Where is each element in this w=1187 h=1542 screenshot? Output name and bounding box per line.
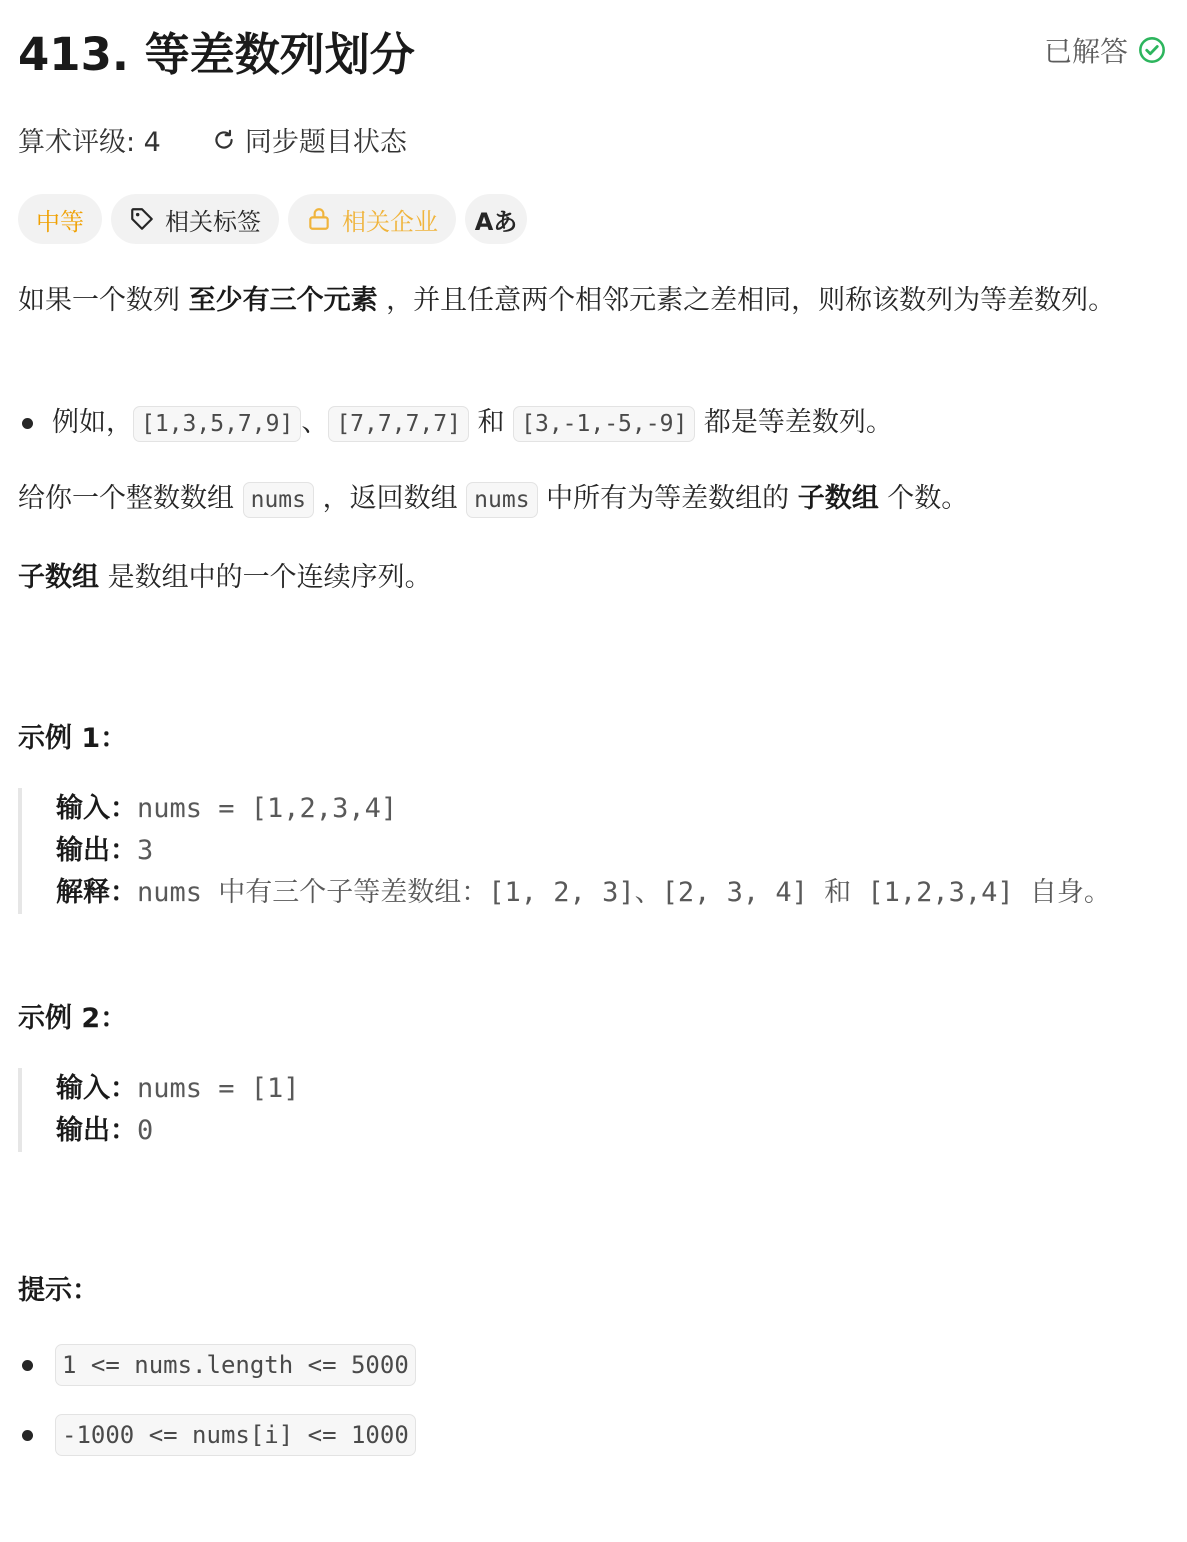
- tag-icon: [129, 206, 155, 232]
- input-value: nums = [1]: [137, 1073, 300, 1104]
- example-input: [56, 1068, 1168, 1110]
- desc-text: 个数。: [878, 483, 969, 514]
- page-title: 413. 等差数列划分: [18, 27, 415, 81]
- example-1-block: [18, 788, 1168, 914]
- example-explanation: [56, 872, 1168, 914]
- related-tags-button[interactable]: [111, 194, 279, 244]
- chip-row: [18, 194, 527, 244]
- example-2-block: [18, 1068, 1168, 1152]
- lock-icon: [306, 206, 332, 232]
- related-tags-label: 相关标签: [165, 207, 261, 236]
- bullet-dot: [22, 1360, 33, 1371]
- example-2-heading: 示例 2：: [18, 1003, 128, 1034]
- sync-label: 同步题目状态: [244, 127, 407, 158]
- description-paragraph-2: [18, 478, 1168, 521]
- output-value: 3: [137, 835, 154, 866]
- example-list: [18, 402, 1168, 445]
- example-1-heading: 示例 1：: [18, 723, 128, 754]
- output-value: 0: [137, 1115, 154, 1146]
- hints-heading: 提示：: [18, 1275, 99, 1306]
- desc-text: 中所有为等差数组的: [537, 483, 798, 514]
- bullet-dot: [22, 418, 33, 429]
- meta-row: [18, 120, 407, 159]
- example-output: [56, 1110, 1168, 1152]
- desc-text: 都是等差数列。: [695, 407, 893, 438]
- translate-icon: Aあ: [474, 207, 518, 236]
- sync-status-button[interactable]: [211, 120, 407, 159]
- difficulty-label: 中等: [36, 207, 84, 236]
- input-label: 输入：: [56, 793, 137, 824]
- desc-bold: 至少有三个元素: [188, 285, 378, 316]
- inline-code: [3,-1,-5,-9]: [513, 406, 695, 442]
- list-item: [18, 402, 1168, 445]
- desc-text: ，返回数组: [313, 483, 467, 514]
- related-companies-button[interactable]: [288, 194, 456, 244]
- refresh-icon: [211, 127, 237, 153]
- desc-text: 如果一个数列: [18, 285, 189, 316]
- list-item: [18, 1345, 416, 1385]
- related-companies-label: 相关企业: [342, 207, 438, 236]
- desc-text: 和: [468, 407, 514, 438]
- hint-code: -1000 <= nums[i] <= 1000: [55, 1414, 416, 1456]
- explain-value: nums 中有三个子等差数组：[1, 2, 3]、[2, 3, 4] 和 [1,2,3,4] 自身。: [137, 877, 1111, 908]
- example-output: [56, 830, 1168, 872]
- inline-code: nums: [243, 482, 314, 518]
- bullet-dot: [22, 1430, 33, 1441]
- output-label: 输出：: [56, 835, 137, 866]
- desc-text: 是数组中的一个连续序列。: [99, 562, 432, 593]
- hint-code: 1 <= nums.length <= 5000: [55, 1344, 416, 1386]
- output-label: 输出：: [56, 1115, 137, 1146]
- description-paragraph-3: [18, 557, 1168, 599]
- title-row: [18, 18, 1168, 82]
- solved-label: 已解答: [1043, 35, 1128, 68]
- desc-text: 例如，: [52, 407, 133, 438]
- input-label: 输入：: [56, 1073, 137, 1104]
- list-item: [18, 1415, 416, 1455]
- explain-label: 解释：: [56, 877, 137, 908]
- translate-button[interactable]: [465, 194, 527, 244]
- desc-text: 、: [301, 407, 329, 438]
- rating-label: 算术评级: 4: [18, 127, 161, 158]
- inline-code: nums: [466, 482, 537, 518]
- desc-bold: 子数组: [18, 562, 99, 593]
- description-paragraph-1: [18, 280, 1168, 322]
- input-value: nums = [1,2,3,4]: [137, 793, 398, 824]
- desc-text: 给你一个整数数组: [18, 483, 243, 514]
- check-circle-icon: [1138, 36, 1166, 64]
- solved-status: [1044, 30, 1166, 70]
- inline-code: [7,7,7,7]: [328, 406, 469, 442]
- difficulty-badge[interactable]: [18, 194, 102, 244]
- example-input: [56, 788, 1168, 830]
- desc-bold: 子数组: [797, 483, 879, 514]
- inline-code: [1,3,5,7,9]: [133, 406, 301, 442]
- desc-text: ，并且任意两个相邻元素之差相同，则称该数列为等差数列。: [377, 285, 1116, 316]
